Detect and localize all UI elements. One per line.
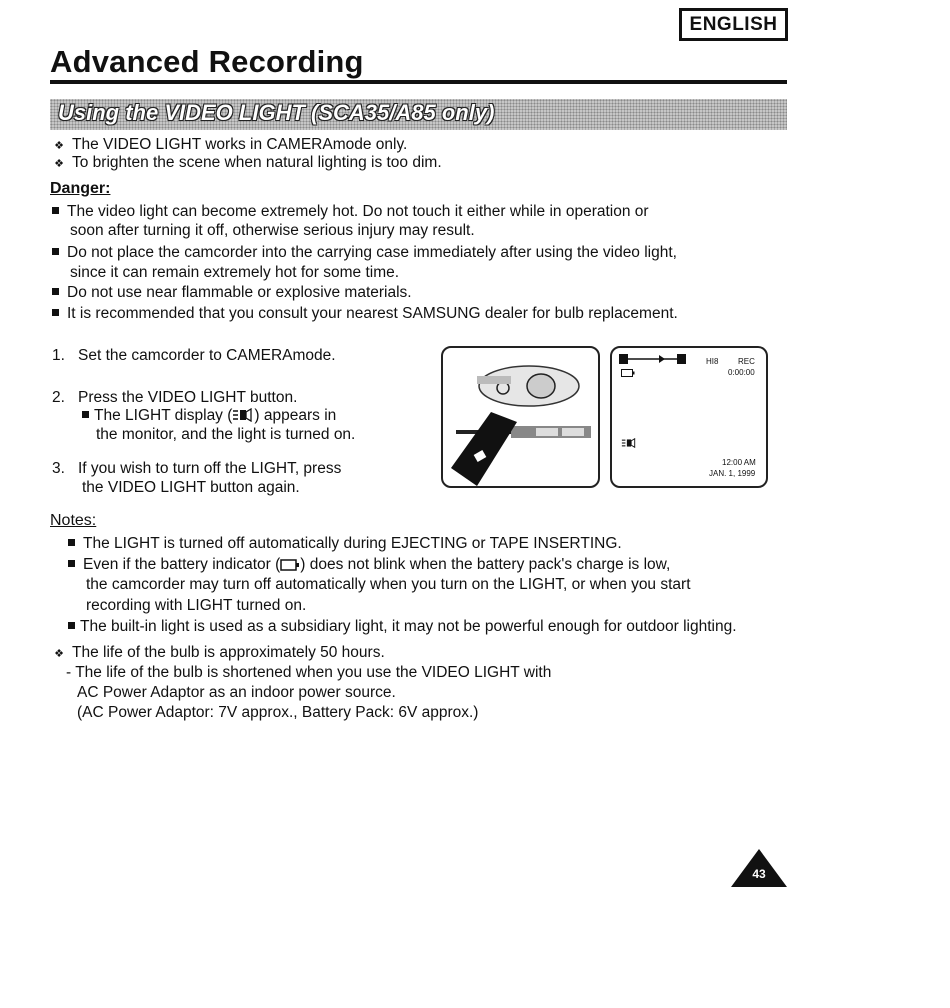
monitor-display [610, 346, 768, 488]
danger-item: Do not place the camcorder into the carrying case immediately after using the video light, [52, 244, 677, 262]
battery-indicator-icon [280, 559, 300, 571]
bulb-note-sub: AC Power Adaptor as an indoor power source. [77, 684, 396, 701]
square-bullet-icon [52, 248, 59, 255]
square-bullet-icon [68, 560, 75, 567]
step-2: 2. Press the VIDEO LIGHT button. [52, 389, 298, 406]
clock-date: JAN. 1, 1999 [709, 469, 756, 478]
rec-status: REC [738, 357, 755, 366]
zoom-bar-icon [619, 354, 689, 366]
page-title: Advanced Recording [50, 44, 364, 79]
battery-icon [621, 369, 635, 377]
danger-item: The video light can become extremely hot. Do not touch it either while in operation or [52, 203, 649, 221]
step-3-cont: the VIDEO LIGHT button again. [82, 479, 300, 496]
danger-item-cont: soon after turning it off, otherwise serious injury may result. [70, 222, 475, 239]
bulb-note: ❖ The life of the bulb is approximately 50 hours. [52, 644, 385, 663]
diamond-bullet-icon: ❖ [54, 158, 64, 170]
notes-label: Notes: [50, 512, 97, 529]
note-item: The LIGHT is turned off automatically during EJECTING or TAPE INSERTING. [68, 535, 622, 553]
danger-label: Danger: [50, 180, 111, 197]
step-1: 1. Set the camcorder to CAMERAmode. [52, 347, 336, 364]
light-display-icon [621, 438, 637, 448]
title-rule [50, 80, 787, 84]
square-bullet-icon [52, 288, 59, 295]
language-label: ENGLISH [679, 8, 788, 41]
note-item-cont: recording with LIGHT turned on. [86, 597, 307, 614]
camcorder-button-icon [441, 346, 596, 496]
bulb-note-sub: - The life of the bulb is shortened when you use the VIDEO LIGHT with [66, 664, 552, 681]
diamond-bullet-icon: ❖ [54, 648, 64, 660]
time-counter: 0:00:00 [728, 368, 755, 377]
camcorder-illustration [441, 346, 600, 488]
intro-item: ❖ The VIDEO LIGHT works in CAMERAmode only. [52, 136, 407, 155]
page-number-badge [731, 849, 787, 894]
intro-item: ❖ To brighten the scene when natural lighting is too dim. [52, 154, 442, 173]
danger-item: It is recommended that you consult your nearest SAMSUNG dealer for bulb replacement. [52, 305, 678, 323]
step-2-sub-cont: the monitor, and the light is turned on. [96, 426, 356, 443]
step-2-sub: The LIGHT display ( ) appears in [82, 407, 336, 425]
note-item: Even if the battery indicator ( ) does not blink when the battery pack's charge is low, [68, 556, 670, 574]
bulb-note-sub: (AC Power Adaptor: 7V approx., Battery Pack: 6V approx.) [77, 704, 479, 721]
danger-item-cont: since it can remain extremely hot for some time. [70, 264, 400, 281]
square-bullet-icon [52, 207, 59, 214]
square-bullet-icon [82, 411, 89, 418]
clock-time: 12:00 AM [722, 458, 756, 467]
square-bullet-icon [68, 539, 75, 546]
note-item: The built-in light is used as a subsidiary light, it may not be powerful enough for outdoor lighting. [68, 618, 737, 636]
note-item-cont: the camcorder may turn off automatically when you turn on the LIGHT, or when you start [86, 576, 691, 593]
square-bullet-icon [68, 622, 75, 629]
step-3: 3. If you wish to turn off the LIGHT, press [52, 460, 342, 477]
diamond-bullet-icon: ❖ [54, 140, 64, 152]
danger-item: Do not use near flammable or explosive materials. [52, 284, 412, 302]
square-bullet-icon [52, 309, 59, 316]
light-display-icon [232, 408, 254, 422]
section-heading: Using the VIDEO LIGHT (SCA35/A85 only) [58, 100, 495, 125]
page-number: 43 [752, 867, 766, 881]
tape-type: HI8 [706, 357, 719, 366]
